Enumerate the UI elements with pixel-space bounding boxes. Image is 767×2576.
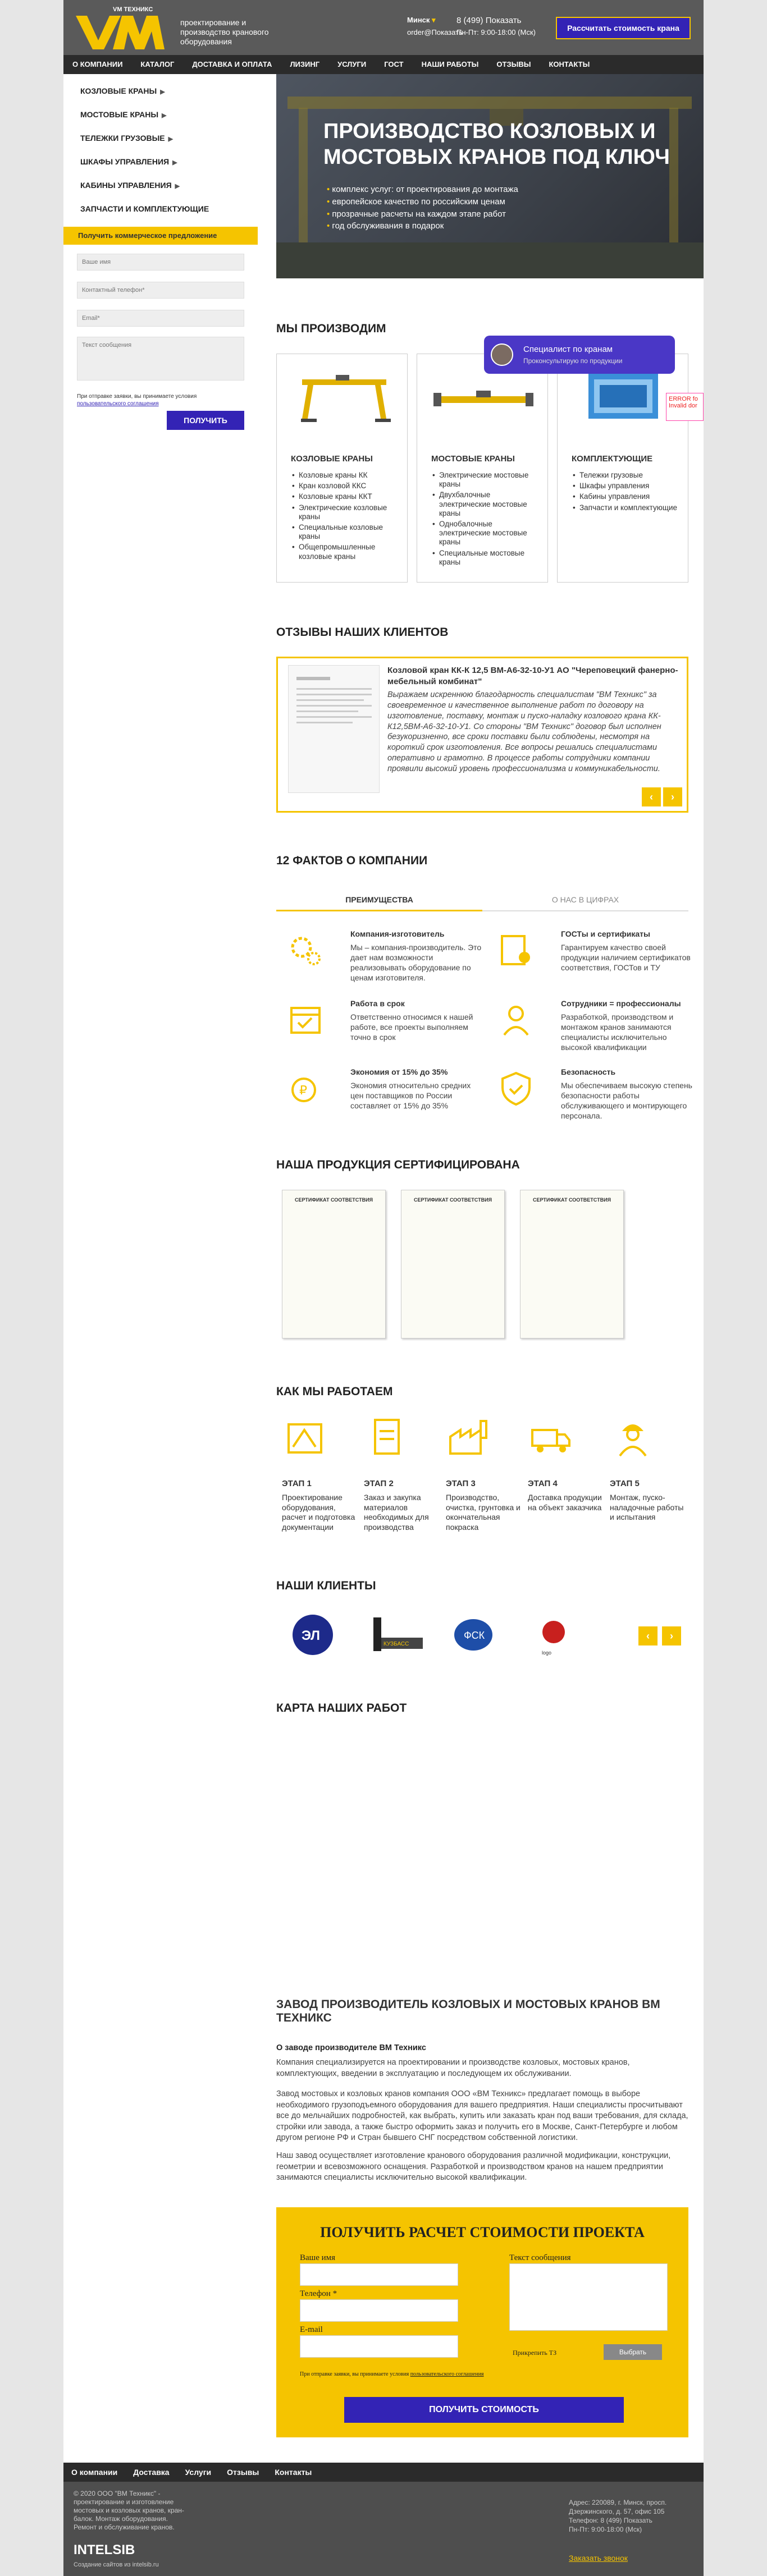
- product-card-parts[interactable]: [557, 354, 688, 583]
- about-subtitle: О заводе производителе ВМ Техникс: [276, 2043, 426, 2052]
- product-link[interactable]: • Шкафы управления: [572, 482, 681, 491]
- sidebar-item-label: КОЗЛОВЫЕ КРАНЫ: [80, 86, 157, 95]
- product-links: [572, 471, 681, 514]
- chevron-down-icon: ▾: [432, 16, 436, 24]
- step-text: Доставка продукции на объект заказчика: [528, 1493, 602, 1512]
- chevron-right-icon: ▶: [172, 159, 177, 166]
- engineer-icon: [610, 1414, 656, 1460]
- step-item: [364, 1414, 440, 1532]
- product-card-bridge[interactable]: [417, 354, 548, 583]
- certificate-label: СЕРТИФИКАТ СООТВЕТСТВИЯ: [294, 1197, 373, 1203]
- factory-icon: [446, 1414, 492, 1460]
- client-logo-text: ЭЛ: [302, 1628, 320, 1643]
- client-logo-text: КУЗБАСС: [383, 1641, 409, 1647]
- savings-icon: [286, 1069, 325, 1108]
- nav-item-contacts[interactable]: КОНТАКТЫ: [549, 60, 590, 68]
- sidebar-item-parts[interactable]: [63, 197, 258, 221]
- form-email-label: E-mail: [300, 2325, 323, 2334]
- about-paragraph: Завод мостовых и козловых кранов компания ООО «ВМ Техникс» предлагает помощь в выборе необходимого грузоподъемного оборудования для вашего предприятия. Наши специалисты просчитывают все до мельчайших подробностей, как выбрать, купить или заказать кран под ваши требования, для склада, стройки или завода, а также быстро оформить заказ и получить его в Москве, Санкт-Петербурге и любом другом регионе РФ и Стран бывшего СНГ посредством собственной логистики.: [276, 2089, 688, 2143]
- fact-title: Сотрудники = профессионалы: [561, 999, 681, 1008]
- certificate-image[interactable]: [282, 1190, 386, 1339]
- hero-banner: [276, 74, 704, 278]
- footer-phone[interactable]: Телефон: 8 (499) Показать: [569, 2517, 652, 2524]
- product-link[interactable]: • Двухбалочные электрические мостовые краны: [431, 491, 541, 518]
- nav-item-reviews[interactable]: ОТЗЫВЫ: [496, 60, 531, 68]
- sidebar-policy: [77, 393, 223, 407]
- nav-item-services[interactable]: УСЛУГИ: [337, 60, 367, 68]
- facts-title: 12 ФАКТОВ О КОМПАНИИ: [276, 854, 428, 867]
- sidebar-item-label: ТЕЛЕЖКИ ГРУЗОВЫЕ: [80, 134, 165, 143]
- nav-item-works[interactable]: НАШИ РАБОТЫ: [421, 60, 479, 68]
- reviews-title: ОТЗЫВЫ НАШИХ КЛИЕНТОВ: [276, 626, 449, 639]
- step-number: ЭТАП 3: [446, 1479, 476, 1488]
- form-message-input[interactable]: [509, 2263, 668, 2331]
- developer-logo[interactable]: INTELSIB: [74, 2542, 135, 2557]
- sidebar-item-gantry[interactable]: [63, 79, 258, 103]
- attach-label: Прикрепить ТЗ: [513, 2349, 557, 2357]
- step-item: [610, 1414, 686, 1523]
- tab-advantages[interactable]: ПРЕИМУЩЕСТВА: [276, 889, 482, 911]
- fact-item: [286, 1064, 488, 1126]
- client-logo[interactable]: [437, 1610, 510, 1660]
- review-prev-button[interactable]: [642, 787, 661, 806]
- developer-link[interactable]: Создание сайтов из intelsib.ru: [74, 2561, 159, 2568]
- facts-tabs: [276, 889, 688, 911]
- fact-title: ГОСТы и сертификаты: [561, 929, 650, 938]
- callback-link[interactable]: Заказать звонок: [569, 2554, 628, 2563]
- step-number: ЭТАП 5: [610, 1479, 640, 1488]
- product-link[interactable]: • Козловые краны КК: [291, 471, 400, 480]
- arrow-left-icon: ‹: [646, 1630, 650, 1642]
- policy-link[interactable]: пользовательского соглашения: [77, 401, 159, 407]
- hero-benefit: • год обслуживания в подарок: [327, 220, 518, 232]
- client-logo-text: ФСК: [464, 1630, 485, 1641]
- form-email-input[interactable]: [300, 2335, 458, 2358]
- sidebar-message-input[interactable]: [77, 337, 244, 381]
- fact-item: [496, 926, 698, 988]
- svg-text:₽: ₽: [299, 1083, 307, 1097]
- hero-benefit: • комплекс услуг: от проектирования до монтажа: [327, 184, 518, 196]
- about-paragraph: Компания специализируется на проектировании и производстве козловых, мостовых кранов, комплектующих, введении в эксплуатацию и последующем их обслуживании.: [276, 2058, 630, 2078]
- step-item: [528, 1414, 604, 1512]
- chevron-right-icon: ▶: [162, 112, 167, 119]
- step-number: ЭТАП 1: [282, 1479, 312, 1488]
- shield-icon: [496, 1069, 536, 1108]
- clients-title: НАШИ КЛИЕНТЫ: [276, 1579, 376, 1592]
- header-hours: Пн-Пт: 9:00-18:00 (Мск): [456, 28, 536, 36]
- fact-title: Работа в срок: [350, 999, 405, 1008]
- certs-title: НАША ПРОДУКЦИЯ СЕРТИФИЦИРОВАНА: [276, 1158, 520, 1171]
- hero-benefit: • европейское качество по российским ценам: [327, 196, 518, 208]
- footer-link[interactable]: Услуги: [185, 2468, 212, 2477]
- certificate-label: СЕРТИФИКАТ СООТВЕТСТВИЯ: [413, 1197, 492, 1203]
- fact-text: Гарантируем качество своей продукции наличием сертификатов соответствия, ГОСТов и ТУ: [561, 943, 691, 972]
- nav-item-delivery[interactable]: ДОСТАВКА И ОПЛАТА: [192, 60, 272, 68]
- avatar: [491, 343, 513, 366]
- certificate-icon: [496, 931, 536, 970]
- client-logo-text: logo: [542, 1650, 552, 1656]
- chat-name: Специалист по кранам: [523, 345, 613, 354]
- sidebar-name-input[interactable]: [77, 254, 244, 271]
- client-logo[interactable]: [517, 1610, 590, 1660]
- clients-next-button[interactable]: [662, 1626, 681, 1645]
- hero-benefit: • прозрачные расчеты на каждом этапе работ: [327, 208, 518, 221]
- form-name-label: Ваше имя: [300, 2253, 336, 2262]
- form-phone-input[interactable]: [300, 2299, 458, 2322]
- arrow-left-icon: ‹: [650, 791, 653, 803]
- chevron-right-icon: ▶: [175, 183, 180, 190]
- sidebar-phone-input[interactable]: [77, 282, 244, 299]
- svg-text:VM ТЕХНИКС: VM ТЕХНИКС: [113, 6, 153, 13]
- calc-submit-button[interactable]: ПОЛУЧИТЬ СТОИМОСТЬ: [344, 2397, 624, 2423]
- footer-link[interactable]: Контакты: [275, 2468, 312, 2477]
- product-card-gantry[interactable]: [276, 354, 408, 583]
- choose-file-button[interactable]: Выбрать: [604, 2344, 662, 2360]
- city-selector[interactable]: [407, 16, 436, 25]
- main-nav: [63, 55, 704, 74]
- fact-item: [496, 1064, 698, 1126]
- product-link[interactable]: • Однобалочные электрические мостовые краны: [431, 520, 541, 547]
- product-card-title: КОМПЛЕКТУЮЩИЕ: [572, 454, 653, 464]
- footer-link[interactable]: Отзывы: [227, 2468, 259, 2477]
- sidebar-item-label: МОСТОВЫЕ КРАНЫ: [80, 110, 159, 119]
- letter-lines: [289, 666, 380, 794]
- product-link[interactable]: • Кабины управления: [572, 492, 681, 501]
- about-title: ЗАВОД ПРОИЗВОДИТЕЛЬ КОЗЛОВЫХ И МОСТОВЫХ КРАНОВ ВМ ТЕХНИКС: [276, 1998, 660, 2025]
- review-card: [276, 657, 688, 813]
- fact-title: Компания-изготовитель: [350, 929, 445, 938]
- review-next-button[interactable]: [663, 787, 682, 806]
- calendar-icon: [286, 1000, 325, 1039]
- certificate-image[interactable]: [520, 1190, 624, 1339]
- tagline: проектирование и производство кранового оборудования: [180, 18, 269, 46]
- sidebar-item-bridge[interactable]: [63, 103, 258, 126]
- product-link[interactable]: • Электрические мостовые краны: [431, 471, 541, 489]
- footer-nav: [63, 2463, 704, 2482]
- form-name-input[interactable]: [300, 2263, 458, 2286]
- certificate-label: СЕРТИФИКАТ СООТВЕТСТВИЯ: [532, 1197, 611, 1203]
- gantry-crane-image: [285, 363, 400, 430]
- fact-text: Мы – компания-производитель. Это дает нам возможности реализовывать оборудование по ценам изготовителя.: [350, 943, 482, 982]
- hero-title: ПРОИЗВОДСТВО КОЗЛОВЫХ И МОСТОВЫХ КРАНОВ ПОД КЛЮЧ: [323, 120, 670, 169]
- product-links: [291, 471, 400, 563]
- form-policy: [300, 2371, 484, 2377]
- step-number: ЭТАП 4: [528, 1479, 558, 1488]
- page: [63, 0, 704, 2576]
- policy-text: При отправке заявки, вы принимаете условия: [77, 393, 197, 400]
- step-text: Производство, очистка, грунтовка и окончательная покраска: [446, 1493, 521, 1532]
- product-card-title: МОСТОВЫЕ КРАНЫ: [431, 454, 515, 464]
- crane-photo: [276, 74, 704, 278]
- chat-widget[interactable]: [484, 336, 675, 374]
- product-link[interactable]: • Козловые краны ККТ: [291, 492, 400, 501]
- product-link[interactable]: • Тележки грузовые: [572, 471, 681, 480]
- sidebar-email-input[interactable]: [77, 310, 244, 327]
- fact-item: [496, 996, 698, 1057]
- sidebar-item-label: ШКАФЫ УПРАВЛЕНИЯ: [80, 157, 170, 166]
- product-link[interactable]: • Кран козловой ККС: [291, 482, 400, 491]
- footer-link[interactable]: О компании: [71, 2468, 118, 2477]
- chevron-right-icon: ▶: [160, 89, 165, 95]
- review-heading: Козловой кран КК-К 12,5 ВМ-А6-32-10-У1 АО "Череповецкий фанерно-мебельный комбинат": [387, 666, 678, 686]
- step-item: [446, 1414, 522, 1532]
- footer-hours: Пн-Пт: 9:00-18:00 (Мск): [569, 2525, 642, 2533]
- footer: [63, 2482, 704, 2576]
- hero-benefits-list: [327, 184, 518, 232]
- products-title: МЫ ПРОИЗВОДИМ: [276, 322, 386, 335]
- product-links: [431, 471, 541, 569]
- blueprint-icon: [282, 1414, 328, 1460]
- product-link[interactable]: • Общепромышленные козловые краны: [291, 543, 400, 561]
- step-text: Монтаж, пуско-наладочные работы и испытания: [610, 1493, 684, 1521]
- product-link[interactable]: • Специальные козловые краны: [291, 523, 400, 541]
- fact-text: Мы обеспечиваем высокую степень безопасности работы обслуживающего и монтирующего персонала.: [561, 1081, 692, 1120]
- chevron-right-icon: ▶: [168, 136, 174, 143]
- product-link[interactable]: • Специальные мостовые краны: [431, 549, 541, 567]
- product-card-title: КОЗЛОВЫЕ КРАНЫ: [291, 454, 373, 464]
- client-logo[interactable]: [276, 1610, 349, 1660]
- form-policy-text: При отправке заявки, вы принимаете условия: [300, 2371, 409, 2377]
- product-link[interactable]: • Запчасти и комплектующие: [572, 503, 681, 512]
- client-logo[interactable]: [357, 1610, 430, 1660]
- truck-icon: [528, 1414, 574, 1460]
- form-policy-link[interactable]: пользовательского соглашения: [410, 2371, 484, 2377]
- tab-numbers[interactable]: О НАС В ЦИФРАХ: [482, 889, 688, 911]
- sidebar-item-cabins[interactable]: [63, 173, 258, 197]
- step-number: ЭТАП 2: [364, 1479, 394, 1488]
- chat-subtitle: Проконсультирую по продукции: [523, 357, 623, 365]
- footer-address: Адрес: 220089, г. Минск, просп. Дзержинского, д. 57, офис 105: [569, 2499, 667, 2515]
- sidebar-submit-button[interactable]: ПОЛУЧИТЬ: [167, 411, 244, 430]
- review-letter-image[interactable]: [288, 665, 380, 793]
- document-icon: [364, 1414, 410, 1460]
- header-email[interactable]: order@Показать: [407, 28, 463, 36]
- sidebar: [63, 74, 258, 221]
- nav-item-gost[interactable]: ГОСТ: [384, 60, 404, 68]
- sidebar-item-label: КАБИНЫ УПРАВЛЕНИЯ: [80, 181, 172, 190]
- nav-item-company[interactable]: О КОМПАНИИ: [72, 60, 123, 68]
- certificate-image[interactable]: [401, 1190, 505, 1339]
- company-logo[interactable]: [74, 3, 166, 51]
- error-badge: ERROR fo Invalid dor: [666, 393, 704, 421]
- form-phone-label: Телефон *: [300, 2289, 337, 2298]
- worker-icon: [496, 1000, 536, 1039]
- calc-price-button[interactable]: Рассчитать стоимость крана: [556, 17, 691, 39]
- fact-title: Безопасность: [561, 1067, 616, 1076]
- arrow-right-icon: ›: [671, 791, 674, 803]
- product-link[interactable]: • Электрические козловые краны: [291, 503, 400, 521]
- calc-form: [276, 2207, 688, 2437]
- about-paragraph: Наш завод осуществляет изготовление кранового оборудования различной модификации, конструкции, геометрии и всевозможного оснащения. Разработкой и производством кранов на нашем предприятии занимаются специалисты исключительно высокой квалификации.: [276, 2151, 671, 2183]
- steps-title: КАК МЫ РАБОТАЕМ: [276, 1385, 393, 1398]
- fact-text: Ответственно относимся к нашей работе, все проекты выполняем точно в срок: [350, 1012, 473, 1042]
- fact-item: [286, 996, 488, 1057]
- sidebar-offer-title: Получить коммерческое предложение: [63, 227, 258, 245]
- fact-text: Разработкой, производством и монтажом кранов занимаются специалисты исключительно высокой квалификации: [561, 1012, 674, 1052]
- map-title: КАРТА НАШИХ РАБОТ: [276, 1702, 407, 1715]
- form-message-label: Текст сообщения: [509, 2253, 571, 2262]
- fact-item: [286, 926, 488, 988]
- calc-form-title: ПОЛУЧИТЬ РАСЧЕТ СТОИМОСТИ ПРОЕКТА: [320, 2224, 645, 2240]
- header: [63, 0, 704, 55]
- review-text: Выражаем искреннюю благодарность специалистам "ВМ Техникс" за своевременное и качественное выполнение работ по договору на изготовление, поставку, монтаж и пуско-наладку козлового крана КК-К12,5ВМ-А6-32-10-У1. Со стороны "ВМ Техникс" договор был исполнен безукоризненно, все сроки поставки были соблюдены, несмотря на короткий срок изготовления. Все вопросы решались специалистами оперативно и грамотно. В процессе работы сотрудники компании проявили высокий уровень профессионализма и коммуникабельности.: [387, 690, 661, 773]
- sidebar-item-label: ЗАПЧАСТИ И КОМПЛЕКТУЮЩИЕ: [80, 204, 209, 213]
- clients-prev-button[interactable]: [638, 1626, 658, 1645]
- step-text: Проектирование оборудования, расчет и подготовка документации: [282, 1493, 355, 1532]
- header-phone[interactable]: 8 (499) Показать: [456, 16, 522, 25]
- arrow-right-icon: ›: [670, 1630, 673, 1642]
- sidebar-item-cabinets[interactable]: [63, 150, 258, 173]
- sidebar-item-trolleys[interactable]: [63, 126, 258, 150]
- fact-title: Экономия от 15% до 35%: [350, 1067, 448, 1076]
- city-name: Минск: [407, 16, 430, 24]
- footer-link[interactable]: Доставка: [133, 2468, 170, 2477]
- gears-icon: [286, 931, 325, 970]
- step-text: Заказ и закупка материалов необходимых для производства: [364, 1493, 429, 1532]
- footer-copyright: © 2020 ООО "ВМ Техникс" - проектирование и изготовление мостовых и козловых кранов, кран-балок. Монтаж оборудования. Ремонт и обслуживание кранов.: [74, 2490, 184, 2531]
- nav-item-catalog[interactable]: КАТАЛОГ: [140, 60, 175, 68]
- fact-text: Экономия относительно средних цен поставщиков по России составляет от 15% до 35%: [350, 1081, 471, 1110]
- nav-item-leasing[interactable]: ЛИЗИНГ: [290, 60, 320, 68]
- step-item: [282, 1414, 358, 1532]
